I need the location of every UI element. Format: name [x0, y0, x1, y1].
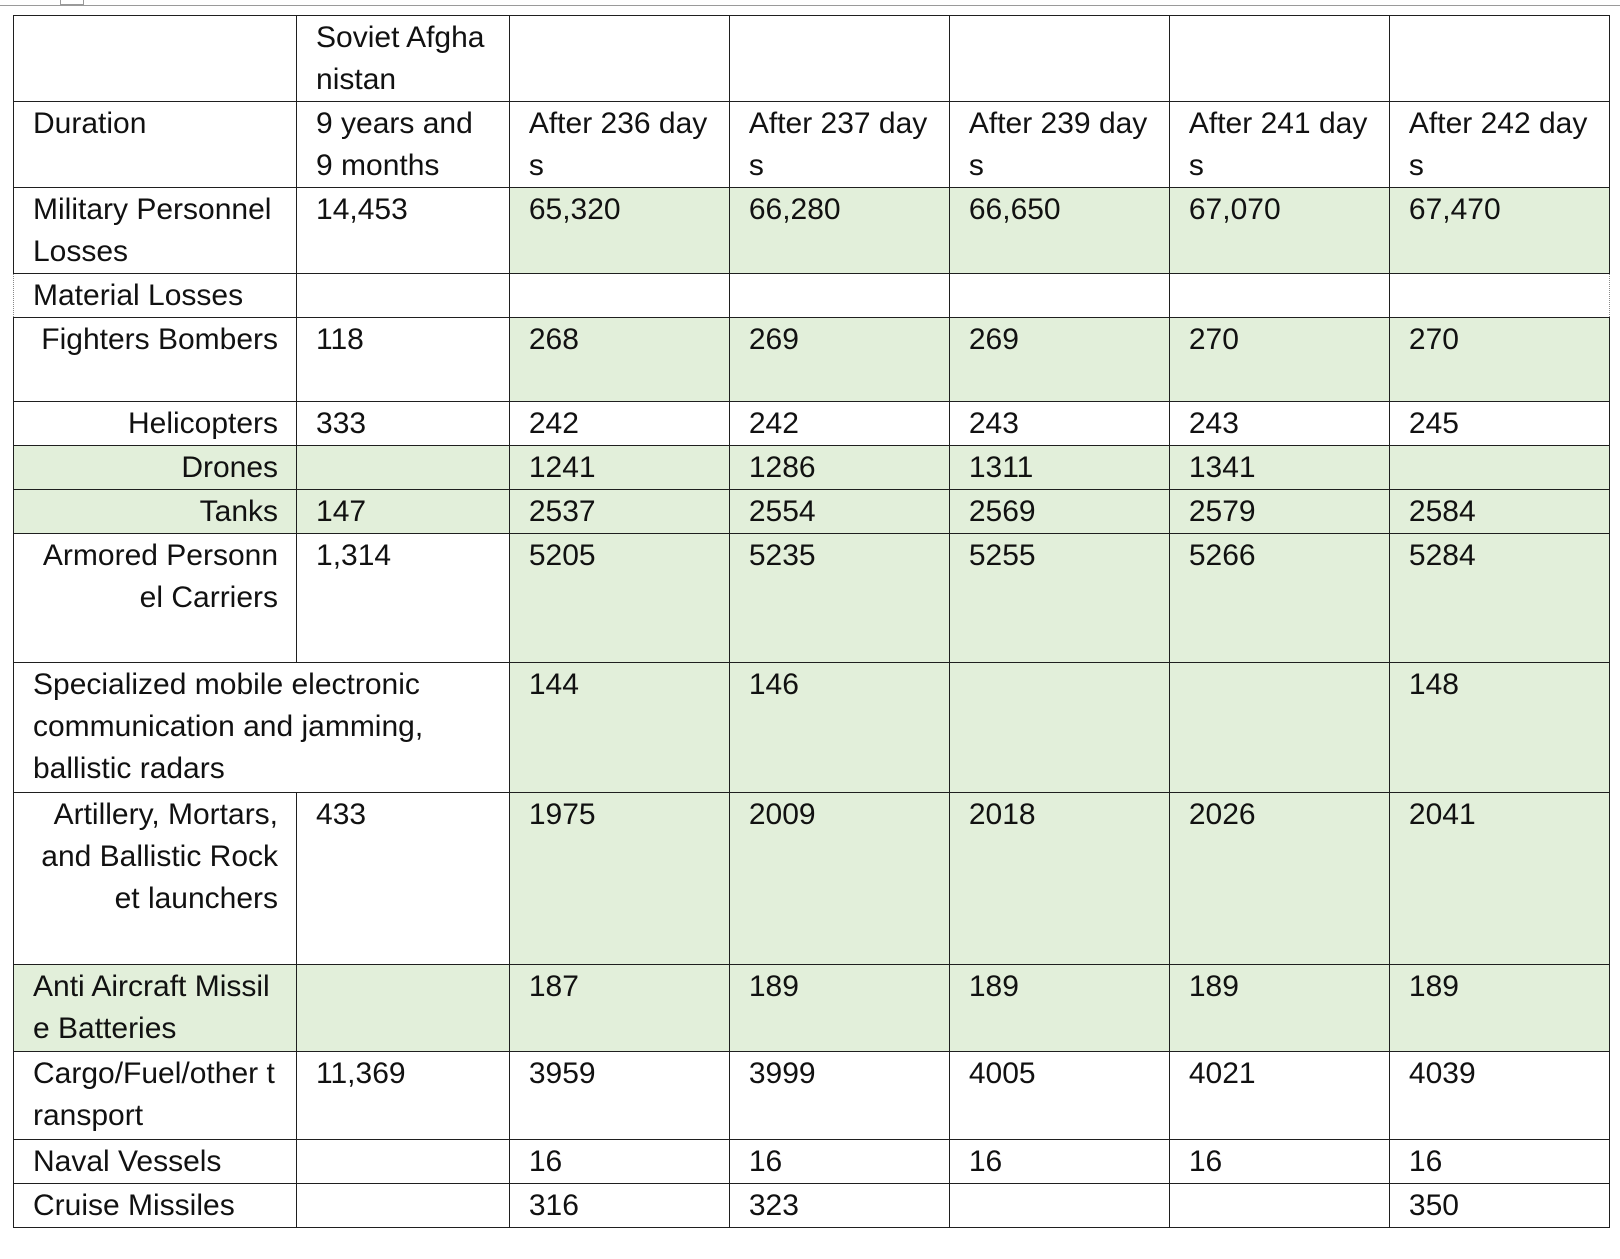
row-label: Anti Aircraft Missile Batteries	[14, 965, 297, 1052]
row-cargo-transport	[14, 1052, 1610, 1140]
value-cell: 316	[509, 1184, 729, 1228]
header-soviet-afghanistan: Soviet Afghanistan	[297, 16, 510, 102]
page-top-edge	[0, 0, 1620, 6]
value-cell: 242	[729, 402, 949, 446]
value-cell	[949, 1184, 1169, 1228]
value-cell: 5266	[1169, 534, 1389, 663]
cell-blank	[1389, 274, 1609, 318]
value-cell: 269	[949, 318, 1169, 402]
row-tanks	[14, 490, 1610, 534]
soviet-value	[297, 1140, 510, 1184]
soviet-value: 11,369	[297, 1052, 510, 1140]
value-cell: 3999	[729, 1052, 949, 1140]
value-cell: 2018	[949, 793, 1169, 965]
value-cell: 4039	[1389, 1052, 1609, 1140]
cell-blank	[509, 16, 729, 102]
value-cell: 189	[949, 965, 1169, 1052]
row-label: Naval Vessels	[14, 1140, 297, 1184]
row-artillery	[14, 793, 1610, 965]
row-naval-vessels	[14, 1140, 1610, 1184]
value-cell: 66,280	[729, 188, 949, 274]
row-anti-aircraft	[14, 965, 1610, 1052]
cell-blank	[729, 16, 949, 102]
value-cell: 269	[729, 318, 949, 402]
value-cell: 242	[509, 402, 729, 446]
losses-comparison-table	[13, 15, 1610, 1228]
row-label: Fighters Bombers	[14, 318, 297, 402]
row-label: Armored Personnel Carriers	[14, 534, 297, 663]
row-label: Specialized mobile electronic communication and jamming, ballistic radars	[14, 663, 510, 793]
value-cell: 1341	[1169, 446, 1389, 490]
duration-241: After 241 days	[1169, 102, 1389, 188]
soviet-value: 147	[297, 490, 510, 534]
value-cell: 16	[1169, 1140, 1389, 1184]
value-cell: 1311	[949, 446, 1169, 490]
value-cell	[1169, 1184, 1389, 1228]
value-cell: 148	[1389, 663, 1609, 793]
value-cell: 67,470	[1389, 188, 1609, 274]
row-specialized-electronic	[14, 663, 1610, 793]
row-drones	[14, 446, 1610, 490]
cell-blank	[297, 274, 510, 318]
row-label: Drones	[14, 446, 297, 490]
cell-blank	[1169, 274, 1389, 318]
value-cell: 16	[729, 1140, 949, 1184]
row-helicopters	[14, 402, 1610, 446]
section-label: Material Losses	[14, 274, 297, 318]
value-cell: 1975	[509, 793, 729, 965]
value-cell: 5235	[729, 534, 949, 663]
row-label: Cargo/Fuel/other transport	[14, 1052, 297, 1140]
value-cell: 4005	[949, 1052, 1169, 1140]
value-cell: 2026	[1169, 793, 1389, 965]
value-cell: 270	[1389, 318, 1609, 402]
cell-blank	[14, 16, 297, 102]
soviet-value	[297, 965, 510, 1052]
soviet-value: 333	[297, 402, 510, 446]
value-cell: 187	[509, 965, 729, 1052]
value-cell: 65,320	[509, 188, 729, 274]
row-label: Helicopters	[14, 402, 297, 446]
row-material-losses	[14, 274, 1610, 318]
duration-label: Duration	[14, 102, 297, 188]
row-label: Artillery, Mortars, and Ballistic Rocket launchers	[14, 793, 297, 965]
value-cell: 146	[729, 663, 949, 793]
value-cell: 268	[509, 318, 729, 402]
value-cell: 16	[949, 1140, 1169, 1184]
value-cell: 1286	[729, 446, 949, 490]
row-label: Cruise Missiles	[14, 1184, 297, 1228]
value-cell: 66,650	[949, 188, 1169, 274]
page-corner-marker	[60, 0, 84, 5]
cell-blank	[729, 274, 949, 318]
cell-blank	[949, 274, 1169, 318]
value-cell: 245	[1389, 402, 1609, 446]
value-cell: 2579	[1169, 490, 1389, 534]
value-cell: 1241	[509, 446, 729, 490]
row-military-personnel	[14, 188, 1610, 274]
value-cell: 189	[1169, 965, 1389, 1052]
value-cell: 5284	[1389, 534, 1609, 663]
value-cell: 189	[1389, 965, 1609, 1052]
value-cell: 323	[729, 1184, 949, 1228]
value-cell: 2554	[729, 490, 949, 534]
soviet-value: 1,314	[297, 534, 510, 663]
value-cell: 2009	[729, 793, 949, 965]
value-cell: 2569	[949, 490, 1169, 534]
value-cell: 16	[1389, 1140, 1609, 1184]
duration-237: After 237 days	[729, 102, 949, 188]
value-cell: 270	[1169, 318, 1389, 402]
value-cell	[1389, 446, 1609, 490]
soviet-value: 118	[297, 318, 510, 402]
duration-242: After 242 days	[1389, 102, 1609, 188]
soviet-duration: 9 years and 9 months	[297, 102, 510, 188]
value-cell: 5205	[509, 534, 729, 663]
soviet-value: 433	[297, 793, 510, 965]
header-row-duration	[14, 102, 1610, 188]
soviet-value	[297, 446, 510, 490]
value-cell: 144	[509, 663, 729, 793]
value-cell: 243	[949, 402, 1169, 446]
row-label: Military Personnel Losses	[14, 188, 297, 274]
cell-blank	[949, 16, 1169, 102]
row-fighters-bombers	[14, 318, 1610, 402]
row-cruise-missiles	[14, 1184, 1610, 1228]
header-row-top	[14, 16, 1610, 102]
cell-blank	[509, 274, 729, 318]
value-cell: 67,070	[1169, 188, 1389, 274]
value-cell	[1169, 663, 1389, 793]
value-cell	[949, 663, 1169, 793]
value-cell: 350	[1389, 1184, 1609, 1228]
cell-blank	[1389, 16, 1609, 102]
value-cell: 16	[509, 1140, 729, 1184]
duration-236: After 236 days	[509, 102, 729, 188]
cell-blank	[1169, 16, 1389, 102]
soviet-value	[297, 1184, 510, 1228]
value-cell: 5255	[949, 534, 1169, 663]
value-cell: 4021	[1169, 1052, 1389, 1140]
value-cell: 189	[729, 965, 949, 1052]
row-label: Tanks	[14, 490, 297, 534]
value-cell: 2041	[1389, 793, 1609, 965]
value-cell: 3959	[509, 1052, 729, 1140]
value-cell: 2537	[509, 490, 729, 534]
value-cell: 243	[1169, 402, 1389, 446]
value-cell: 2584	[1389, 490, 1609, 534]
soviet-value: 14,453	[297, 188, 510, 274]
row-armored-personnel-carriers	[14, 534, 1610, 663]
duration-239: After 239 days	[949, 102, 1169, 188]
